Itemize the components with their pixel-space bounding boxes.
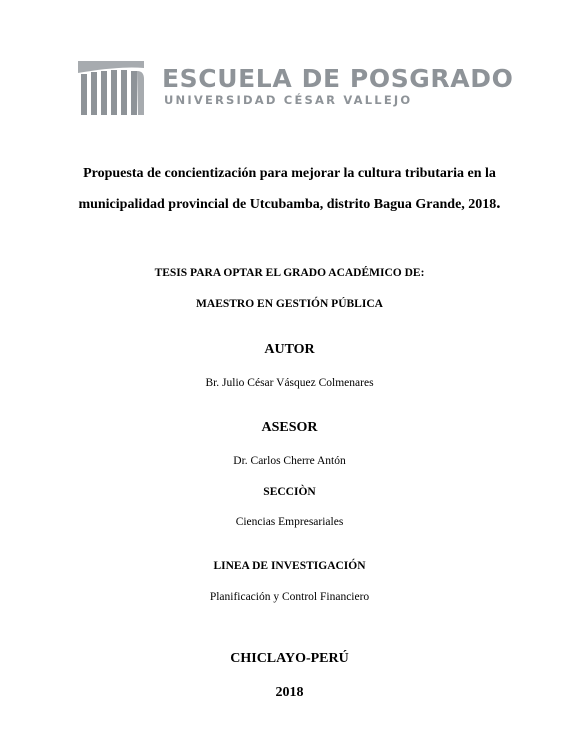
author-name: Br. Julio César Vásquez Colmenares xyxy=(205,377,374,389)
advisor-heading: ASESOR xyxy=(261,420,318,435)
advisor-name: Dr. Carlos Cherre Antón xyxy=(233,455,346,467)
university-emblem-icon xyxy=(78,61,144,115)
section-heading: SECCIÒN xyxy=(263,486,316,498)
research-line-heading: LINEA DE INVESTIGACIÓN xyxy=(213,560,366,572)
research-line-value: Planificación y Control Financiero xyxy=(209,591,370,603)
thesis-title-line-1: Propuesta de concientización para mejorar la cultura tributaria en la xyxy=(83,166,496,181)
section-value: Ciencias Empresariales xyxy=(235,516,344,528)
university-logo xyxy=(78,61,528,117)
author-heading: AUTOR xyxy=(264,342,315,357)
location: CHICLAYO-PERÚ xyxy=(230,651,349,666)
thesis-title-period: . xyxy=(496,193,501,212)
year: 2018 xyxy=(275,685,304,700)
degree-line-2: MAESTRO EN GESTIÓN PÚBLICA xyxy=(196,298,383,310)
thesis-title-line-2 xyxy=(0,194,579,214)
logo-title: ESCUELA DE POSGRADO xyxy=(162,64,514,93)
logo-subtitle: UNIVERSIDAD CÉSAR VALLEJO xyxy=(164,93,413,107)
thesis-title-text: municipalidad provincial de Utcubamba, distrito Bagua Grande, 2018 xyxy=(78,197,497,212)
degree-line-1: TESIS PARA OPTAR EL GRADO ACADÉMICO DE: xyxy=(154,267,425,279)
